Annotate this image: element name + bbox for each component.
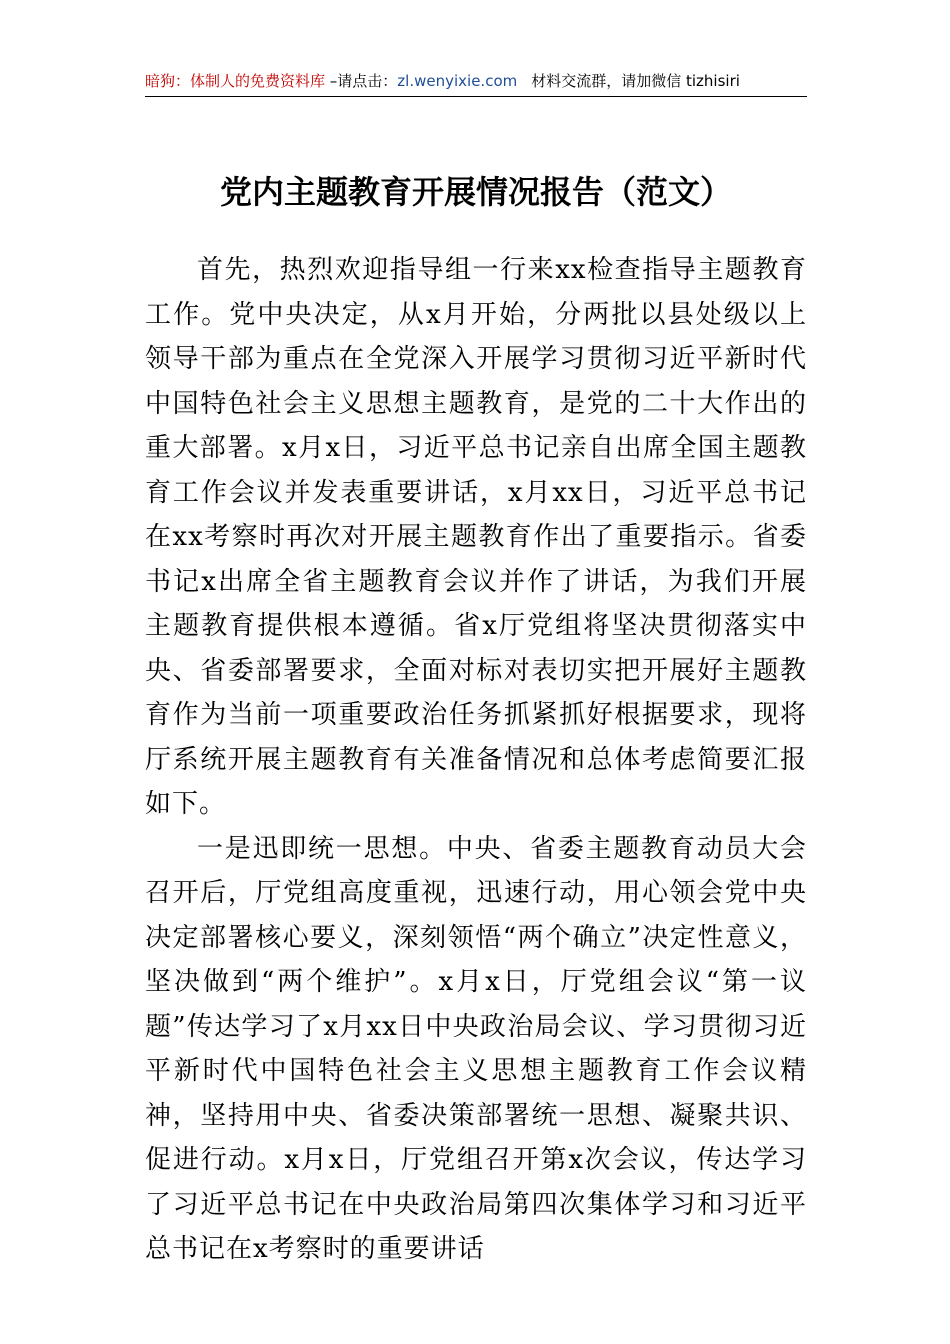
document-body	[145, 248, 807, 1272]
header-wechat-note: 材料交流群，请加微信 tizhisiri	[531, 72, 740, 90]
header-prompt: –请点击：	[325, 72, 398, 90]
header-brand: 暗狗：体制人的免费资料库	[145, 72, 326, 90]
page-header	[145, 70, 807, 97]
header-url-link[interactable]: zl.wenyixie.com	[397, 72, 518, 90]
document-title: 党内主题教育开展情况报告（范文）	[219, 173, 732, 211]
paragraph-intro: 首先，热烈欢迎指导组一行来xx检查指导主题教育工作。党中央决定，从x月开始，分两批以县处级以上领导干部为重点在全党深入开展学习贯彻习近平新时代中国特色社会主义思想主题教育，是党的二十大作出的重大部署。x月x日，习近平总书记亲自出席全国主题教育工作会议并发表重要讲话，x月xx日，习近平总书记在xx考察时再次对开展主题教育作出了重要指示。省委书记x出席全省主题教育会议并作了讲话，为我们开展主题教育提供根本遵循。省x厅党组将坚决贯彻落实中央、省委部署要求，全面对标对表切实把开展好主题教育作为当前一项重要政治任务抓紧抓好根据要求，现将厅系统开展主题教育有关准备情况和总体考虑简要汇报如下。	[145, 255, 807, 819]
paragraph-point-one: 一是迅即统一思想。中央、省委主题教育动员大会召开后，厅党组高度重视，迅速行动，用心领会党中央决定部署核心要义，深刻领悟“两个确立”决定性意义，坚决做到“两个维护”。x月x日，厅党组会议“第一议题”传达学习了x月xx日中央政治局会议、学习贯彻习近平新时代中国特色社会主义思想主题教育工作会议精神，坚持用中央、省委决策部署统一思想、凝聚共识、促进行动。x月x日，厅党组召开第x次会议，传达学习了习近平总书记在中央政治局第四次集体学习和习近平总书记在x考察时的重要讲话	[145, 833, 807, 1264]
